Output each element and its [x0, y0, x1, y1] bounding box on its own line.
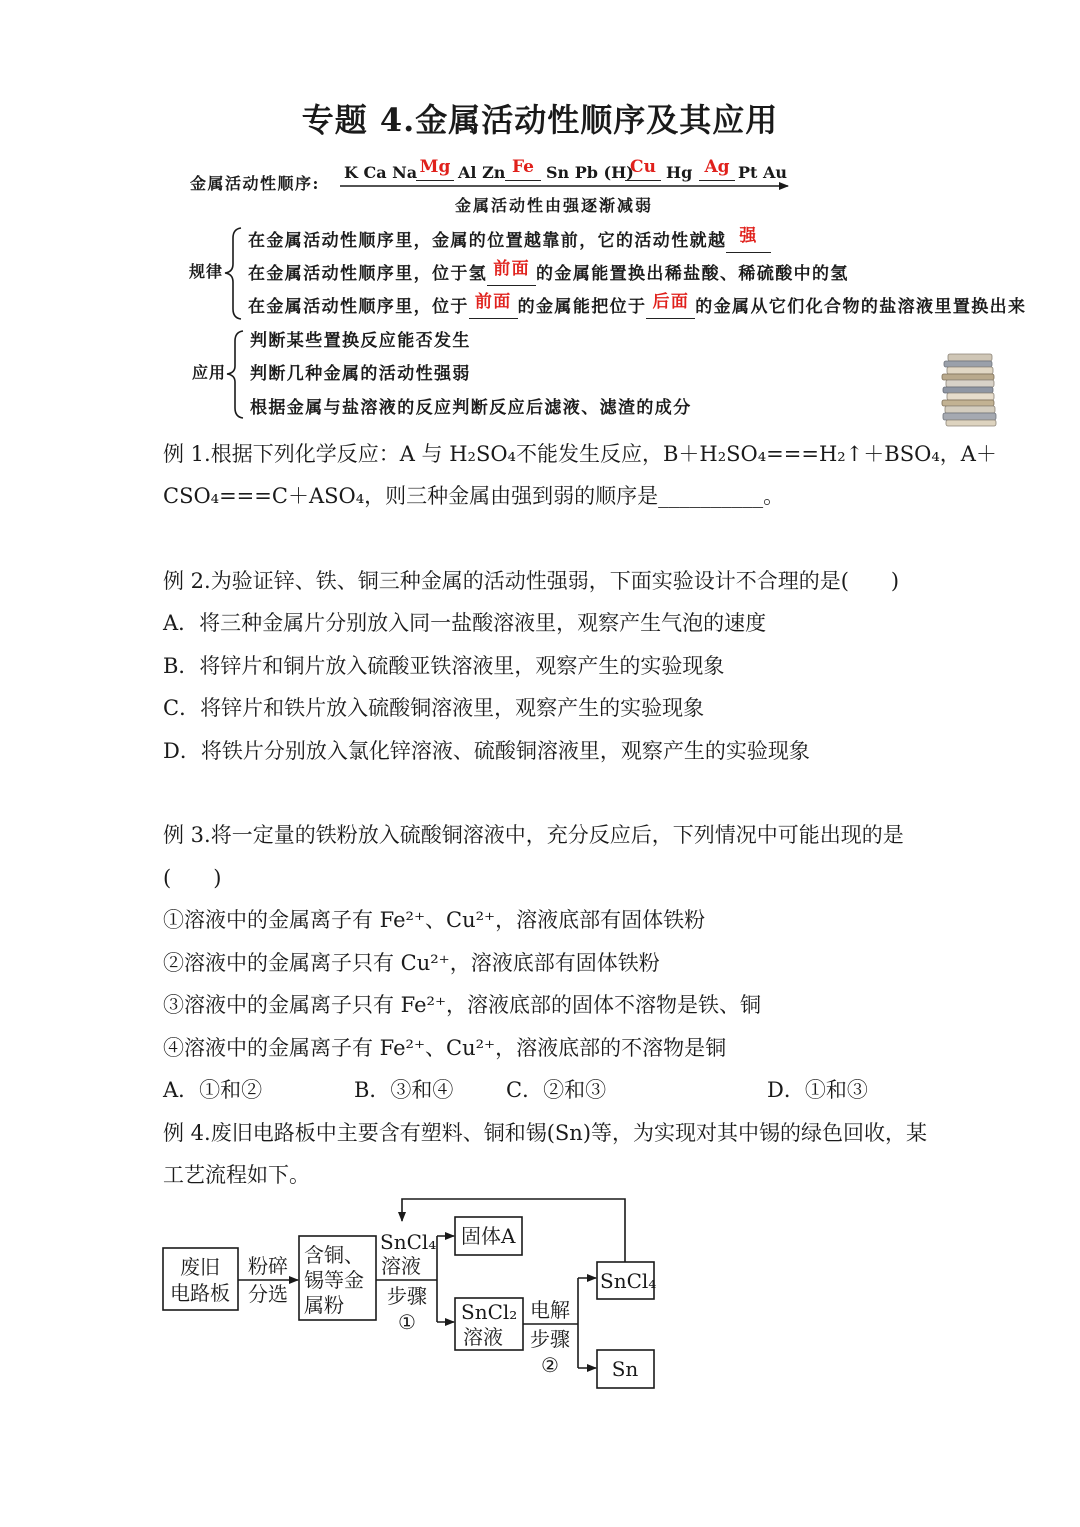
sncl4-label: SnCl₄ [600, 1269, 657, 1293]
rule-3-blank-1 [469, 292, 518, 319]
powder-box-line1: 含铜、 [304, 1243, 364, 1267]
series-metals-5: Pt Au [738, 163, 788, 182]
app-item-1: 判断某些置换反应能否发生 [250, 331, 471, 351]
rule-3-text-c: 的金属从它们化合物的盐溶液里置换出来 [695, 297, 1027, 317]
example3-choice-d: D．①和③ [767, 1078, 868, 1102]
example3-paren: ( ) [163, 866, 222, 890]
series-metals-2: Al Zn [458, 163, 506, 182]
example3-choice-c: C．②和③ [506, 1078, 607, 1102]
sn-label: Sn [611, 1357, 639, 1381]
apps-label: 应用 [192, 363, 227, 382]
rule-1 [248, 226, 771, 253]
example3-stem: 例 3.将一定量的铁粉放入硫酸铜溶液中，充分反应后，下列情况中可能出现的是 [163, 823, 904, 847]
rule-2 [248, 259, 849, 286]
rule-3-answer-1: 前面 [474, 292, 512, 312]
example4-line2: 工艺流程如下。 [163, 1163, 310, 1187]
step1-number: ① [398, 1310, 416, 1334]
crush-label-bottom: 分选 [248, 1282, 288, 1306]
rule-2-answer: 前面 [493, 259, 531, 279]
series-metals-4: Hg [666, 163, 693, 182]
example3-statement-2: ②溶液中的金属离子只有 Cu²⁺，溶液底部有固体铁粉 [163, 951, 660, 975]
recycle-arrow [402, 1199, 625, 1262]
step1-solution-formula: SnCl₄ [380, 1230, 437, 1254]
series-metals-1: K Ca Na [344, 163, 418, 182]
start-box-line2: 电路板 [170, 1281, 230, 1305]
rule-2-text-a: 在金属活动性顺序里，位于氢 [248, 264, 488, 284]
page-title: 专题 4.金属活动性顺序及其应用 [301, 101, 779, 139]
app-item-2: 判断几种金属的活动性强弱 [250, 364, 471, 384]
example1-line1: 例 1.根据下列化学反应：A 与 H₂SO₄不能发生反应，B＋H₂SO₄===H₂↑＋BSO₄，A＋ [163, 442, 997, 466]
rule-2-blank [487, 259, 536, 286]
solid-a-label: 固体A [461, 1224, 516, 1248]
series-label: 金属活动性顺序: [190, 174, 320, 193]
sncl2-box [455, 1298, 523, 1350]
example4-line1: 例 4.废旧电路板中主要含有塑料、铜和锡(Sn)等，为实现对其中锡的绿色回收，某 [163, 1121, 928, 1145]
series-caption: 金属活动性由强逐渐减弱 [455, 196, 654, 215]
example2-option-a: A．将三种金属片分别放入同一盐酸溶液里，观察产生气泡的速度 [163, 611, 767, 635]
powder-box [299, 1236, 376, 1320]
example1-line2: CSO₄===C＋ASO₄，则三种金属由强到弱的顺序是__________。 [163, 484, 785, 508]
series-metals-3: Sn Pb (H) [546, 163, 634, 182]
example3-choice-a: A．①和② [163, 1078, 263, 1102]
rule-3-blank-2 [646, 292, 695, 319]
sncl2-solution-label: 溶液 [463, 1325, 503, 1349]
rule-1-answer: 强 [739, 226, 758, 246]
rule-3-text-a: 在金属活动性顺序里，位于 [248, 297, 469, 317]
step2-step-label: 步骤 [530, 1327, 570, 1351]
example2-stem: 例 2.为验证锌、铁、铜三种金属的活动性强弱，下面实验设计不合理的是( ) [163, 569, 900, 593]
app-item-3: 根据金属与盐溶液的反应判断反应后滤液、滤渣的成分 [250, 398, 692, 418]
sncl2-formula: SnCl₂ [461, 1300, 518, 1324]
crush-label-top: 粉碎 [248, 1254, 288, 1278]
powder-box-line2: 锡等金 [304, 1268, 364, 1292]
step1-step-label: 步骤 [387, 1284, 427, 1308]
example3-statement-1: ①溶液中的金属离子有 Fe²⁺、Cu²⁺，溶液底部有固体铁粉 [163, 908, 706, 932]
rule-3 [248, 292, 1027, 319]
series-answer-ag: Ag [699, 158, 735, 181]
step1-solution-label: 溶液 [381, 1254, 421, 1278]
powder-box-line3: 属粉 [304, 1293, 344, 1317]
book-stack-icon [942, 354, 996, 426]
step2-number: ② [541, 1353, 559, 1377]
example2-option-c: C．将锌片和铁片放入硫酸铜溶液里，观察产生的实验现象 [163, 696, 705, 720]
example2-option-b: B．将锌片和铜片放入硫酸亚铁溶液里，观察产生的实验现象 [163, 654, 725, 678]
series-answer-fe: Fe [505, 158, 541, 181]
sncl4-box [597, 1262, 657, 1299]
step2-electrolysis-label: 电解 [530, 1298, 570, 1322]
series-answer-mg: Mg [416, 158, 454, 181]
example3-statement-4: ④溶液中的金属离子有 Fe²⁺、Cu²⁺，溶液底部的不溶物是铜 [163, 1036, 727, 1060]
start-box-line1: 废旧 [180, 1255, 220, 1279]
rule-1-text: 在金属活动性顺序里，金属的位置越靠前，它的活动性就越 [248, 231, 727, 251]
flowchart-labels [170, 1224, 656, 1381]
example3-choice-b: B．③和④ [354, 1078, 454, 1102]
rule-1-blank [726, 226, 770, 253]
process-flowchart [163, 1199, 657, 1388]
rule-3-text-b: 的金属能把位于 [517, 297, 647, 317]
solid-a-box [455, 1217, 522, 1255]
rules-brace [225, 228, 241, 319]
start-box [163, 1248, 238, 1310]
sn-box [597, 1350, 654, 1388]
rule-2-text-b: 的金属能置换出稀盐酸、稀硫酸中的氢 [536, 264, 849, 284]
series-answer-cu: Cu [625, 158, 661, 181]
rules-label: 规律 [189, 262, 224, 281]
apps-brace [227, 331, 243, 418]
example2-option-d: D．将铁片分别放入氯化锌溶液、硫酸铜溶液里，观察产生的实验现象 [163, 739, 810, 763]
rule-3-answer-2: 后面 [652, 292, 690, 312]
example3-statement-3: ③溶液中的金属离子只有 Fe²⁺，溶液底部的固体不溶物是铁、铜 [163, 993, 762, 1017]
